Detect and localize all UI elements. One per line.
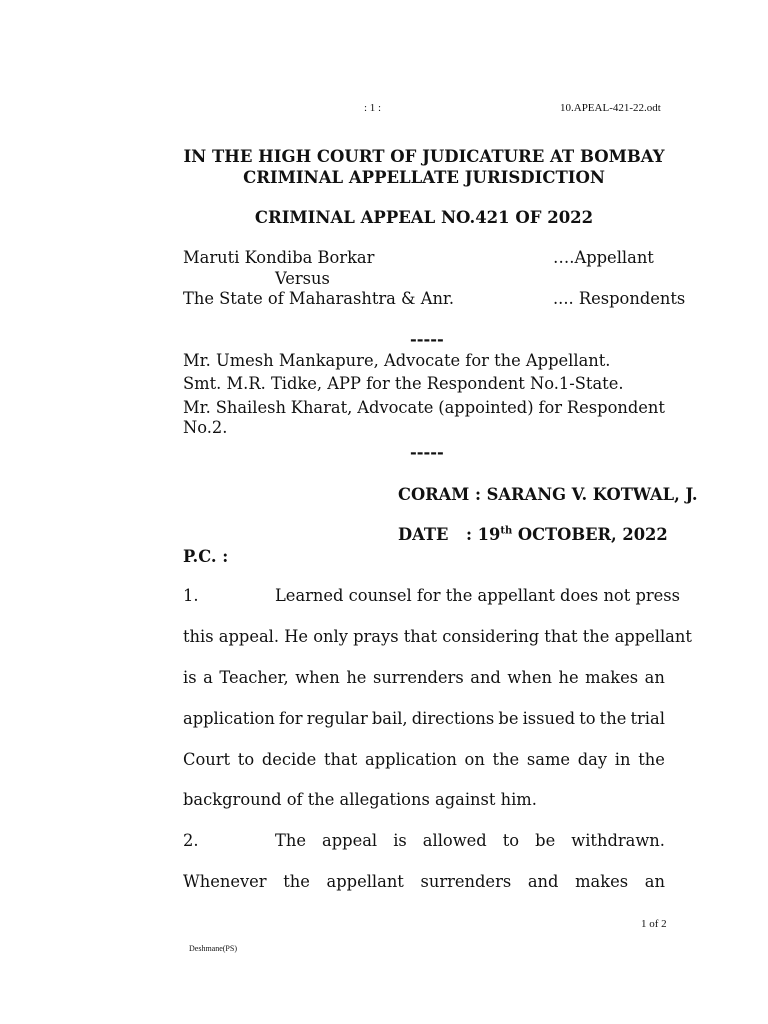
word: the (638, 750, 665, 769)
file-reference: 10.APEAL-421-22.odt (560, 102, 661, 114)
separator-bottom: ----- (410, 443, 444, 462)
page-marker: : 1 : (364, 102, 382, 114)
word: issued (522, 709, 576, 728)
page-count: 1 of 2 (641, 918, 667, 930)
word: day (577, 750, 608, 769)
word: Kharat, (290, 398, 353, 417)
word: is (183, 668, 197, 687)
date-day: : 19 (466, 525, 501, 544)
word: application (183, 709, 275, 728)
word: Shailesh (215, 398, 286, 417)
appellant-name: Maruti Kondiba Borkar (183, 248, 375, 267)
para2-number: 2. (183, 831, 199, 850)
counsel-appellant: Mr. Umesh Mankapure, Advocate for the Appellant. (183, 351, 611, 370)
author-tag: Deshmane(PS) (189, 944, 237, 953)
word: surrenders (420, 872, 512, 891)
word: Whenever (183, 872, 267, 891)
coram-line: CORAM : SARANG V. KOTWAL, J. (398, 485, 698, 504)
word: Court (183, 750, 231, 769)
word: trial (630, 709, 665, 728)
word: withdrawn. (571, 831, 665, 850)
word: in (614, 750, 631, 769)
word: and (470, 668, 501, 687)
para1-line3 (183, 668, 665, 687)
word: when (507, 668, 552, 687)
respondent-role: .... Respondents (553, 289, 686, 308)
word: Teacher, (219, 668, 289, 687)
word: appellant (326, 872, 404, 891)
word: he (346, 668, 367, 687)
word: application (364, 750, 457, 769)
word: that (324, 750, 358, 769)
word: when (295, 668, 340, 687)
para1-line1: Learned counsel for the appellant does not press (275, 586, 681, 605)
para1-line4 (183, 709, 665, 728)
word: the (283, 872, 310, 891)
word: a (203, 668, 213, 687)
counsel-respondent-2 (183, 398, 665, 417)
para2-line1 (275, 831, 665, 850)
word: an (644, 668, 665, 687)
word: the (599, 709, 627, 728)
word: allowed (422, 831, 487, 850)
date-value (466, 525, 668, 544)
word: Mr. (183, 398, 211, 417)
word: be (498, 709, 519, 728)
word: for (538, 398, 563, 417)
counsel-state: Smt. M.R. Tidke, APP for the Respondent No.1-State. (183, 374, 624, 393)
date-ordinal: th (500, 525, 513, 537)
word: makes (585, 668, 639, 687)
word: on (464, 750, 485, 769)
para1-line2: this appeal. He only prays that considering that the appellant (183, 627, 692, 646)
word: decide (261, 750, 317, 769)
word: makes (575, 872, 629, 891)
pc-label: P.C. : (183, 547, 229, 566)
word: be (535, 831, 556, 850)
case-number: CRIMINAL APPEAL NO.421 OF 2022 (254, 208, 594, 227)
word: surrenders (372, 668, 464, 687)
word: for (278, 709, 303, 728)
para1-line6: background of the allegations against him. (183, 790, 537, 809)
word: an (644, 872, 665, 891)
para2-line2 (183, 872, 665, 891)
word: Respondent (566, 398, 665, 417)
word: to (237, 750, 255, 769)
word: bail, (371, 709, 408, 728)
para1-number: 1. (183, 586, 199, 605)
court-title: IN THE HIGH COURT OF JUDICATURE AT BOMBAY (183, 147, 665, 166)
counsel-respondent-2-cont: No.2. (183, 418, 228, 437)
word: and (527, 872, 559, 891)
date-label: DATE (398, 525, 449, 544)
word: The (275, 831, 306, 850)
word: he (558, 668, 579, 687)
word: is (393, 831, 407, 850)
appellant-role: ….Appellant (553, 248, 654, 267)
versus-label: Versus (275, 269, 330, 288)
word: (appointed) (438, 398, 534, 417)
word: directions (411, 709, 495, 728)
word: same (526, 750, 571, 769)
word: to (502, 831, 520, 850)
respondent-name: The State of Maharashtra & Anr. (183, 289, 455, 308)
separator-top: ----- (410, 330, 444, 349)
word: regular (306, 709, 368, 728)
word: appeal (322, 831, 378, 850)
jurisdiction-title: CRIMINAL APPELLATE JURISDICTION (243, 168, 605, 187)
date-month-year: OCTOBER, 2022 (512, 525, 668, 544)
word: to (579, 709, 596, 728)
word: the (492, 750, 520, 769)
word: Advocate (357, 398, 434, 417)
para1-line5 (183, 750, 665, 769)
